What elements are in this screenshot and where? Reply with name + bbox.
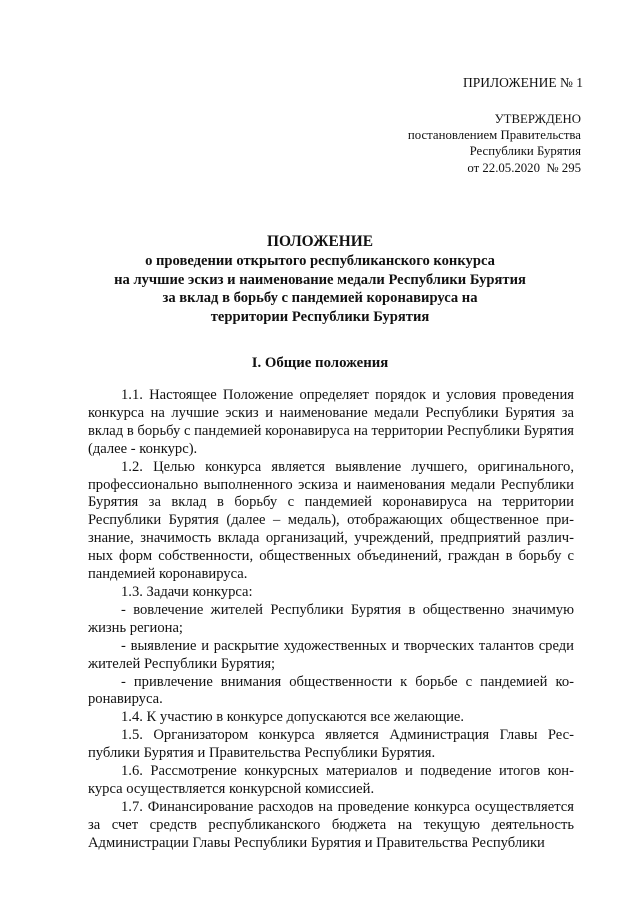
- approval-stamp: [408, 111, 581, 176]
- paragraph: 1.7. Финансирование расходов на проведение конкурса осуществляется за счет средств республиканского бюджета на текущую деятельность Администрации Главы Республики Бурятия и Правительства Республики: [88, 798, 574, 851]
- section-heading: I. Общие положения: [251, 355, 389, 371]
- paragraph: 1.3. Задачи конкурса:: [121, 583, 253, 600]
- document-body: [88, 387, 574, 853]
- document-title-line: о проведении открытого республиканского конкурса: [145, 253, 495, 270]
- paragraph: 1.6. Рассмотрение конкурсных материалов и подведение итогов конкурса осуществляется конкурсной комиссией.: [88, 763, 574, 797]
- paragraph: - привлечение внимания общественности к борьбе с пандемией коронавируса.: [88, 673, 574, 708]
- approval-date-number: от 22.05.2020 № 295: [467, 160, 581, 175]
- document-title-line: территории Республики Бурятия: [210, 308, 430, 325]
- approval-line: постановлением Правительства: [407, 128, 581, 143]
- paragraph: - выявление и раскрытие художественных и творческих талантов среди жителей Республики Бурятия;: [88, 637, 574, 672]
- paragraph: 1.1. Настоящее Положение определяет порядок и условия проведения конкурса на лучшие эскиз и наименование медали Республики Бурятия за вклад в борьбу с пандемией коронавируса на территории Республики Бурятия (далее - конкурс).: [88, 387, 574, 457]
- paragraph: 1.4. К участию в конкурсе допускаются все желающие.: [121, 709, 465, 726]
- document-title-line: за вклад в борьбу с пандемией коронавируса на: [162, 290, 478, 307]
- document-title: [60, 233, 580, 326]
- appendix-label: ПРИЛОЖЕНИЕ № 1: [462, 75, 583, 90]
- approval-line: Республики Бурятия: [469, 144, 581, 159]
- paragraph: 1.5. Организатором конкурса является Администрация Главы Республики Бурятия и Правительства Республики Бурятия.: [88, 727, 574, 762]
- paragraph: 1.2. Целью конкурса является выявление лучшего, оригинального, профессионально выполненного эскиза и наименования медали Республики Бурятия за вклад в борьбу с пандемией коронавируса на территории Республики Бурятия (далее – медаль), отображающих общественное признание, значимость вклада организаций, учреждений, предприятий различных форм собственности, общественных объединений, граждан в борьбу с пандемией коронавируса.: [88, 458, 574, 583]
- approval-line: УТВЕРЖДЕНО: [494, 112, 581, 126]
- document-title-main: ПОЛОЖЕНИЕ: [267, 233, 373, 250]
- paragraph: - вовлечение жителей Республики Бурятия в общественно значимую жизнь региона;: [88, 601, 574, 636]
- document-title-line: на лучшие эскиз и наименование медали Республики Бурятия: [114, 271, 526, 288]
